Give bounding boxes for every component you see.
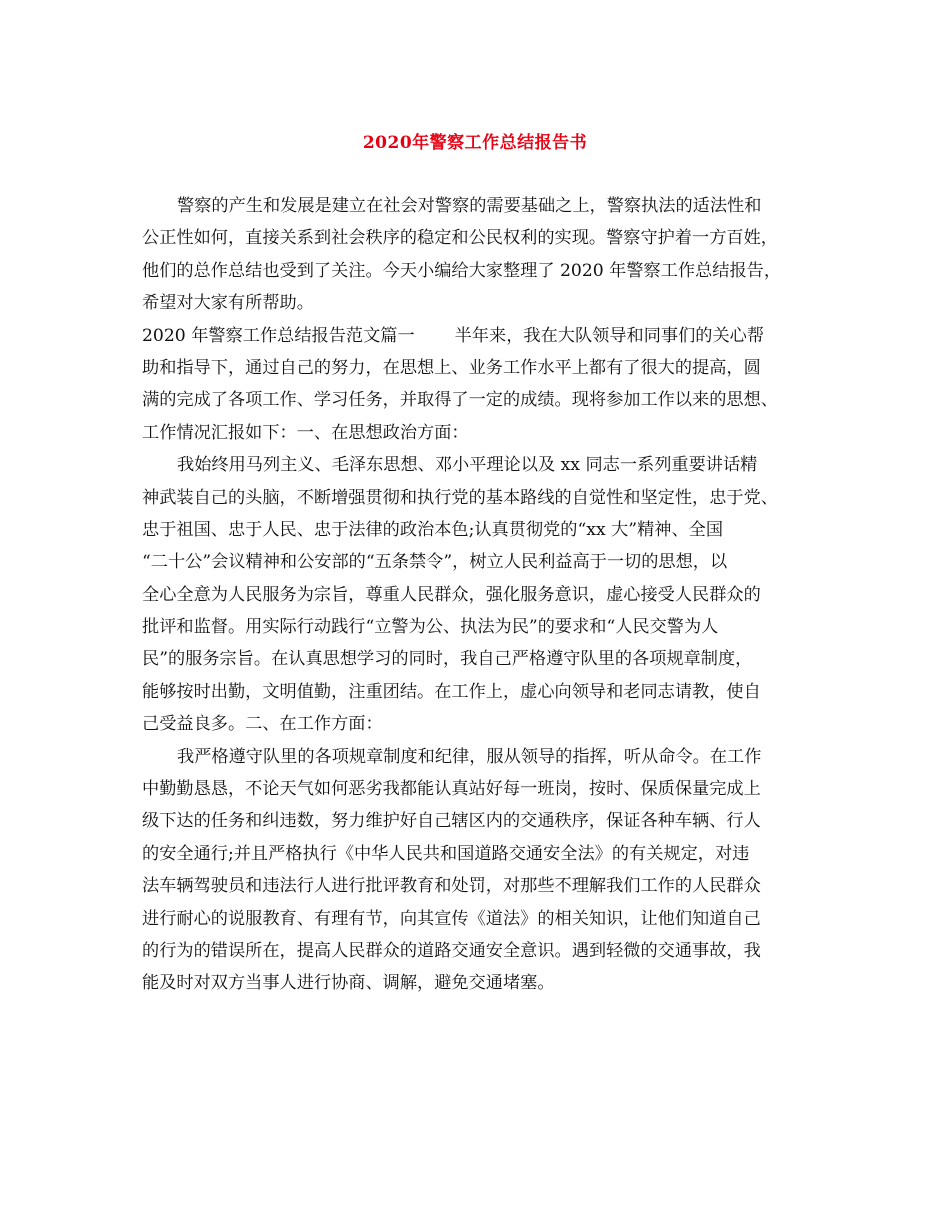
line-text: 的安全通行;并且严格执行《中华人民共和国道路交通安全法》的有关规定，对违: [142, 843, 750, 864]
line-text: 希望对大家有所帮助。: [142, 293, 314, 314]
paragraph-line: [142, 514, 812, 546]
line-text: 我始终用马列主义、毛泽东思想、邓小平理论以及 xx 同志一系列重要讲话精: [177, 455, 758, 476]
line-text: 中勤勤恳恳，不论天气如何恶劣我都能认真站好每一班岗，按时、保质保量完成上: [142, 779, 761, 800]
line-text: 助和指导下，通过自己的努力，在思想上、业务工作水平上都有了很大的提高，圆: [142, 357, 761, 378]
line-text: 能够按时出勤，文明值勤，注重团结。在工作上，虚心向领导和老同志请教，使自: [142, 681, 761, 702]
paragraph-line: [142, 579, 812, 611]
line-text: 警察的产生和发展是建立在社会对警察的需要基础之上，警察执法的适法性和: [177, 196, 762, 216]
line-text: 我严格遵守队里的各项规章制度和纪律，服从领导的指挥，听从命令。在工作: [177, 746, 762, 767]
paragraph-line: [142, 611, 812, 643]
line-text: 忠于祖国、忠于人民、忠于法律的政治本色;认真贯彻党的“xx 大”精神、全国: [142, 519, 724, 540]
line-text: 己受益良多。二、在工作方面：: [142, 714, 383, 735]
line-text: 民”的服务宗旨。在认真思想学习的同时，我自己严格遵守队里的各项规章制度，: [142, 649, 753, 670]
line-text: “二十公”会议精神和公安部的“五条禁令”，树立人民利益高于一切的思想，以: [142, 552, 728, 573]
line-text: 他们的总作总结也受到了关注。今天小编给大家整理了 2020 年警察工作总结报告，: [142, 260, 782, 281]
line-text: 满的完成了各项工作、学习任务，并取得了一定的成绩。现将参加工作以来的思想、: [142, 390, 778, 411]
paragraph-line: [142, 352, 812, 384]
line-text: 进行耐心的说服教育、有理有节，向其宣传《道法》的相关知识，让他们知道自己: [142, 908, 761, 929]
paragraph-line: [142, 741, 812, 773]
paragraph-line: [142, 287, 812, 319]
document-title: 2020年警察工作总结报告书: [362, 133, 588, 153]
paragraph-line: [142, 449, 812, 481]
paragraph-line: [142, 384, 812, 416]
line-text: 的行为的错误所在，提高人民群众的道路交通安全意识。遇到轻微的交通事故，我: [142, 940, 761, 961]
line-text: 级下达的任务和纠违数，努力维护好自己辖区内的交通秩序，保证各种车辆、行人: [142, 811, 761, 832]
document-body: [142, 190, 812, 1000]
line-text: 公正性如何，直接关系到社会秩序的稳定和公民权利的实现。警察守护着一方百姓，: [142, 228, 778, 249]
paragraph-line: [142, 190, 812, 222]
paragraph-line: [142, 417, 812, 449]
paragraph-line: [142, 935, 812, 967]
paragraph-line: [142, 643, 812, 675]
paragraph-line: [142, 255, 812, 287]
paragraph-line: [142, 967, 812, 999]
paragraph-line: [142, 482, 812, 514]
line-text: 工作情况汇报如下：一、在思想政治方面：: [142, 422, 469, 443]
paragraph-line: [142, 903, 812, 935]
line-text: 2020 年警察工作总结报告范文篇一: [142, 325, 415, 346]
paragraph-line: [142, 838, 812, 870]
paragraph-line: [142, 676, 812, 708]
paragraph-line: [142, 546, 812, 578]
paragraph-line: [142, 773, 812, 805]
line-text-continued: 半年来，我在大队领导和同事们的关心帮: [454, 325, 765, 346]
paragraph-line: [142, 805, 812, 837]
line-text: 能及时对双方当事人进行协商、调解，避免交通堵塞。: [142, 973, 555, 994]
paragraph-line: [142, 870, 812, 902]
line-text: 批评和监督。用实际行动践行“立警为公、执法为民”的要求和“人民交警为人: [142, 617, 719, 638]
paragraph-line: [142, 708, 812, 740]
paragraph-line: [142, 222, 812, 254]
line-text: 全心全意为人民服务为宗旨，尊重人民群众，强化服务意识，虚心接受人民群众的: [142, 584, 761, 605]
line-text: 神武装自己的头脑，不断增强贯彻和执行党的基本路线的自觉性和坚定性，忠于党、: [142, 487, 778, 508]
paragraph-line: [142, 320, 812, 352]
line-text: 法车辆驾驶员和违法行人进行批评教育和处罚，对那些不理解我们工作的人民群众: [142, 876, 761, 897]
